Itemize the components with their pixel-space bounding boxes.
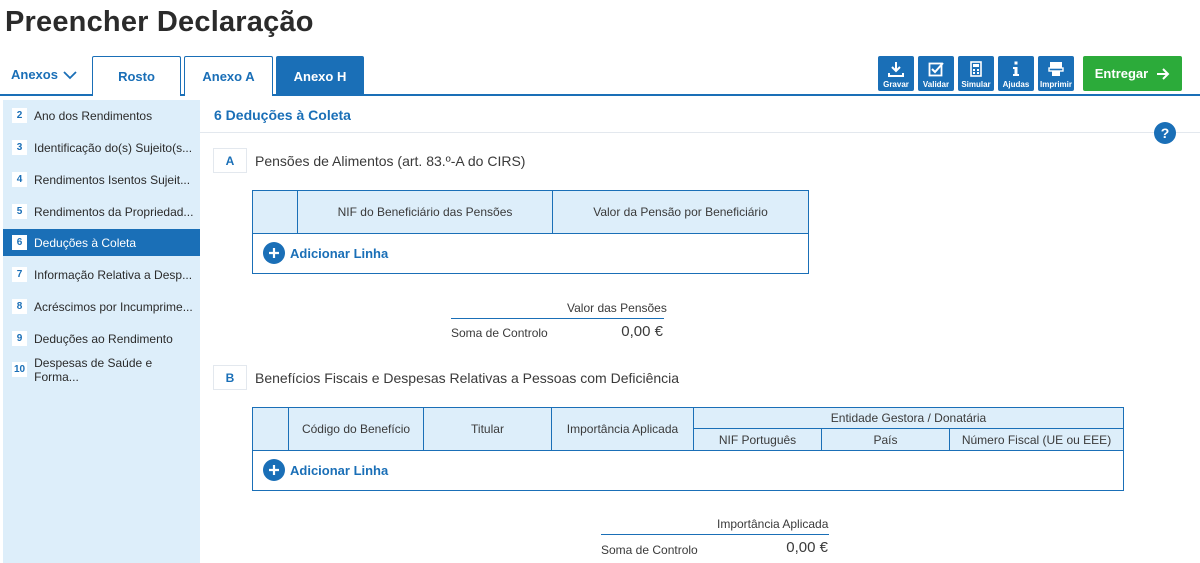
printer-icon <box>1047 60 1065 78</box>
entregar-button[interactable] <box>1083 56 1182 91</box>
sidebar-item-label: Deduções à Coleta <box>34 235 137 250</box>
anexos-label: Anexos <box>11 67 58 82</box>
tab-anexo-h[interactable] <box>276 56 364 96</box>
plus-icon <box>263 242 285 264</box>
sidebar-item-label: Ano dos Rendimentos <box>34 108 153 123</box>
sidebar-item-number: 5 <box>12 204 27 219</box>
control-column-label: Valor das Pensões <box>567 301 667 315</box>
table-header-blank <box>253 191 298 234</box>
sidebar-item-ano-rendimentos[interactable] <box>3 102 200 129</box>
sidebar-item-label: Rendimentos Isentos Sujeit... <box>34 172 191 187</box>
sidebar-item-informacao-despesas[interactable] <box>3 261 200 288</box>
table-header-importancia: Importância Aplicada <box>552 408 694 451</box>
sidebar-item-deducoes-rendimento[interactable] <box>3 325 200 352</box>
control-column-label: Importância Aplicada <box>717 517 829 531</box>
page-title: Preencher Declaração <box>5 6 314 38</box>
table-header-nif-beneficiario: NIF do Beneficiário das Pensões <box>298 191 553 234</box>
quadro-b-title: Benefícios Fiscais e Despesas Relativas a Pessoas com Deficiência <box>255 370 680 386</box>
control-divider <box>601 534 829 535</box>
quadro-a-badge: A <box>213 148 247 173</box>
tab-anexo-a[interactable] <box>184 56 273 96</box>
sidebar-item-label: Rendimentos da Propriedad... <box>34 204 194 219</box>
table-header-pais: País <box>822 429 950 451</box>
quadro-a-title: Pensões de Alimentos (art. 83.º-A do CIRS) <box>255 153 526 169</box>
arrow-right-icon <box>1156 68 1170 80</box>
add-line-label: Adicionar Linha <box>290 462 389 478</box>
sidebar-item-number: 9 <box>12 331 27 346</box>
tab-rosto[interactable] <box>92 56 181 96</box>
sidebar-item-identificacao[interactable] <box>3 134 200 161</box>
add-line-button[interactable] <box>263 459 388 481</box>
chevron-down-icon <box>63 70 77 80</box>
sidebar-item-number: 10 <box>14 364 26 375</box>
sidebar-item-label: Deduções ao Rendimento <box>34 331 173 346</box>
sidebar-item-number: 4 <box>12 172 27 187</box>
quadro-a-table <box>252 190 809 274</box>
info-icon <box>1007 60 1025 78</box>
validar-button[interactable] <box>918 56 954 91</box>
table-header-nif-portugues: NIF Português <box>694 429 822 451</box>
table-header-codigo-beneficio: Código do Benefício <box>289 408 424 451</box>
download-icon <box>887 60 905 78</box>
control-divider <box>451 318 664 319</box>
sidebar-item-number: 3 <box>12 140 27 155</box>
entregar-label: Entregar <box>1094 66 1149 81</box>
tab-bar <box>0 56 1200 96</box>
sidebar-item-acrescimos[interactable] <box>3 293 200 320</box>
sidebar-item-label: Despesas de Saúde e Forma... <box>34 355 153 384</box>
add-line-button[interactable] <box>263 242 388 264</box>
section-title: 6 Deduções à Coleta <box>214 107 351 123</box>
sidebar-item-label: Acréscimos por Incumprime... <box>34 299 193 314</box>
sidebar-item-number: 6 <box>12 235 27 250</box>
quadro-b-table <box>252 407 1124 491</box>
help-icon[interactable]: ? <box>1154 122 1176 144</box>
plus-icon <box>263 459 285 481</box>
ajudas-button[interactable] <box>998 56 1034 91</box>
tab-label: Anexo A <box>202 69 255 84</box>
sidebar-item-despesas-saude[interactable] <box>3 356 200 383</box>
table-header-numero-fiscal: Número Fiscal (UE ou EEE) <box>950 429 1123 451</box>
table-header-blank <box>253 408 289 451</box>
section-header <box>200 100 1200 133</box>
control-row-label: Soma de Controlo <box>601 543 698 557</box>
sidebar-item-deducoes-coleta[interactable] <box>3 229 200 256</box>
table-header-entidade: Entidade Gestora / Donatária <box>694 408 1123 429</box>
checkbox-icon <box>927 60 945 78</box>
ajudas-label: Ajudas <box>1002 80 1030 89</box>
sidebar-item-number: 8 <box>12 299 27 314</box>
sidebar-item-label: Informação Relativa a Desp... <box>34 267 193 282</box>
control-row-label: Soma de Controlo <box>451 326 548 340</box>
sidebar-item-number: 7 <box>12 267 27 282</box>
tab-label: Rosto <box>118 69 155 84</box>
calculator-icon <box>967 60 985 78</box>
imprimir-button[interactable] <box>1038 56 1074 91</box>
validar-label: Validar <box>922 80 950 89</box>
simular-button[interactable] <box>958 56 994 91</box>
control-value: 0,00 € <box>621 323 663 340</box>
control-value: 0,00 € <box>786 539 828 556</box>
table-header-titular: Titular <box>424 408 552 451</box>
add-line-label: Adicionar Linha <box>290 245 389 261</box>
sidebar-item-number: 2 <box>12 108 27 123</box>
simular-label: Simular <box>961 80 991 89</box>
imprimir-label: Imprimir <box>1039 80 1072 89</box>
sidebar <box>3 100 200 563</box>
gravar-button[interactable] <box>878 56 914 91</box>
tab-label: Anexo H <box>293 69 347 84</box>
gravar-label: Gravar <box>883 80 909 89</box>
sidebar-item-label: Identificação do(s) Sujeito(s... <box>34 140 193 155</box>
sidebar-item-rendimentos-isentos[interactable] <box>3 166 200 193</box>
quadro-b-badge: B <box>213 365 247 390</box>
table-header-valor-pensao: Valor da Pensão por Beneficiário <box>553 191 808 234</box>
anexos-dropdown[interactable] <box>11 67 77 82</box>
sidebar-item-propriedade[interactable] <box>3 198 200 225</box>
